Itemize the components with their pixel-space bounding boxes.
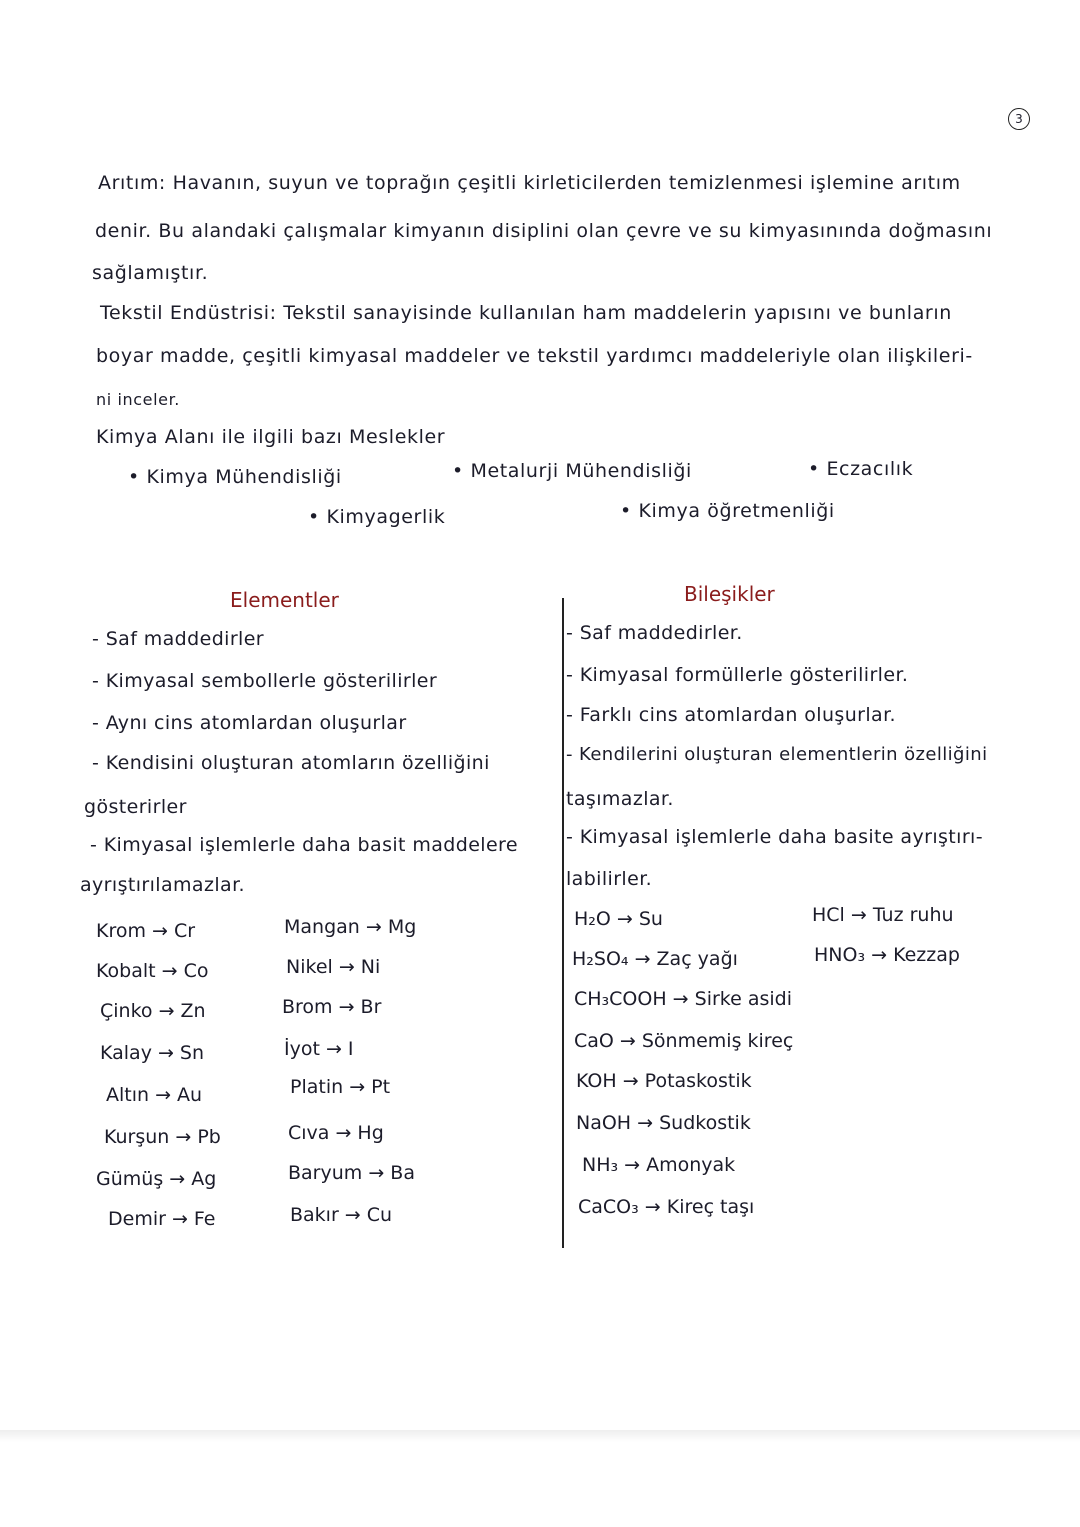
elements-prop: ayrıştırılamazlar. (80, 874, 245, 896)
compound-formula-item: H₂SO₄ → Zaç yağı (572, 948, 738, 970)
compounds-prop: - Farklı cins atomlardan oluşurlar. (566, 704, 896, 726)
compounds-prop: - Saf maddedirler. (566, 622, 743, 644)
tekstil-label: Tekstil Endüstrisi: (100, 302, 277, 324)
aritim-text-1: Havanın, suyun ve toprağın çeşitli kirleticilerden temizlenmesi işlemine arıtım (172, 172, 961, 194)
compounds-prop: - Kendilerini oluşturan elementlerin özelliğini (566, 744, 988, 765)
compound-formula-item: H₂O → Su (574, 908, 663, 930)
compound-formula-item: CH₃COOH → Sirke asidi (574, 988, 792, 1010)
element-symbol-item: Bakır → Cu (290, 1204, 393, 1226)
column-divider (562, 598, 564, 1248)
tekstil-paragraph-line1 (100, 302, 952, 324)
element-symbol-item: Demir → Fe (108, 1208, 216, 1230)
compound-formula-item: HNO₃ → Kezzap (814, 944, 960, 966)
elements-title: Elementler (230, 588, 339, 612)
compounds-prop: - Kimyasal işlemlerle daha basite ayrıştırı- (566, 826, 983, 848)
professions-heading: Kimya Alanı ile ilgili bazı Meslekler (96, 426, 446, 448)
element-symbol-item: Brom → Br (282, 996, 382, 1018)
tekstil-text-1: Tekstil sanayisinde kullanılan ham maddelerin yapısını ve bunların (283, 302, 952, 324)
aritim-text-2: denir. Bu alandaki çalışmalar kimyanın disiplini olan çevre ve su kimyasınında doğmasını (95, 220, 993, 242)
compounds-prop: taşımazlar. (566, 788, 674, 810)
element-symbol-item: Platin → Pt (290, 1076, 391, 1098)
compound-formula-item: CaO → Sönmemiş kireç (574, 1030, 794, 1052)
compound-formula-item: NH₃ → Amonyak (582, 1154, 736, 1176)
compounds-prop: labilirler. (566, 868, 653, 890)
element-symbol-item: İyot → I (284, 1038, 354, 1060)
aritim-text-3: sağlamıştır. (92, 262, 209, 284)
element-symbol-item: Mangan → Mg (284, 916, 417, 938)
tekstil-text-3: ni inceler. (96, 390, 180, 409)
elements-prop: - Kimyasal işlemlerle daha basit maddelere (90, 834, 518, 856)
compound-formula-item: KOH → Potaskostik (576, 1070, 752, 1092)
element-symbol-item: Çinko → Zn (100, 1000, 206, 1022)
elements-prop: - Aynı cins atomlardan oluşurlar (92, 712, 407, 734)
aritim-paragraph-line1 (98, 172, 961, 194)
elements-prop: - Kimyasal sembollerle gösterilirler (92, 670, 438, 692)
compound-formula-item: NaOH → Sudkostik (576, 1112, 751, 1134)
element-symbol-item: Baryum → Ba (288, 1162, 415, 1184)
aritim-label: Arıtım: (98, 172, 166, 194)
page-number: 3 (1008, 108, 1030, 130)
profession-item: • Metalurji Mühendisliği (452, 460, 692, 482)
tekstil-text-2: boyar madde, çeşitli kimyasal maddeler ve tekstil yardımcı maddeleriyle olan ilişkileri- (96, 345, 973, 367)
profession-item: • Kimya öğretmenliği (620, 500, 835, 522)
element-symbol-item: Kurşun → Pb (104, 1126, 221, 1148)
element-symbol-item: Nikel → Ni (286, 956, 381, 978)
compounds-prop: - Kimyasal formüllerle gösterilirler. (566, 664, 909, 686)
compounds-title: Bileşikler (684, 582, 775, 606)
element-symbol-item: Cıva → Hg (288, 1122, 384, 1144)
elements-prop: - Kendisini oluşturan atomların özelliğini (92, 752, 490, 774)
profession-item: • Kimya Mühendisliği (128, 466, 342, 488)
compound-formula-item: HCl → Tuz ruhu (812, 904, 954, 926)
elements-prop: gösterirler (84, 796, 187, 818)
element-symbol-item: Kalay → Sn (100, 1042, 205, 1064)
profession-item: • Kimyagerlik (308, 506, 446, 528)
profession-item: • Eczacılık (808, 458, 914, 480)
element-symbol-item: Krom → Cr (96, 920, 196, 942)
page-bottom-edge (0, 1430, 1080, 1442)
compound-formula-item: CaCO₃ → Kireç taşı (578, 1196, 755, 1218)
element-symbol-item: Gümüş → Ag (96, 1168, 217, 1190)
elements-prop: - Saf maddedirler (92, 628, 265, 650)
element-symbol-item: Kobalt → Co (96, 960, 209, 982)
element-symbol-item: Altın → Au (106, 1084, 203, 1106)
